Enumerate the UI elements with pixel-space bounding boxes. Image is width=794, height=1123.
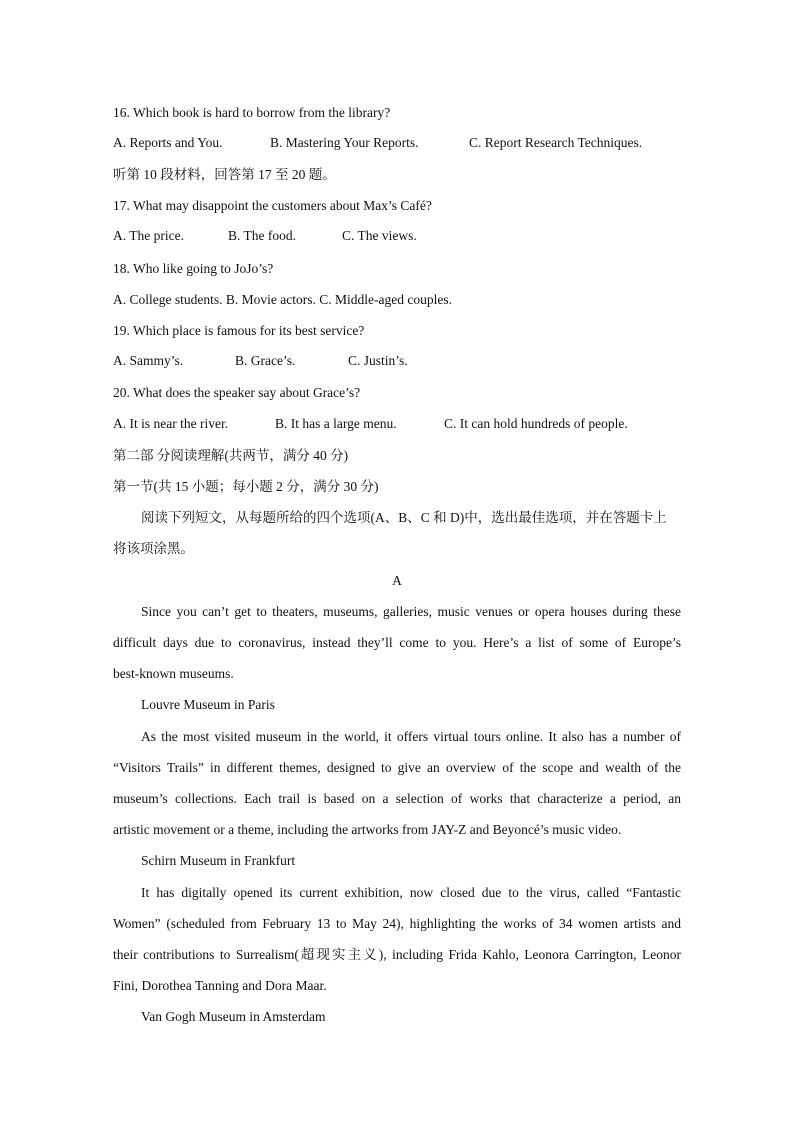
schirn-line-4: Fini, Dorothea Tanning and Dora Maar. bbox=[113, 978, 327, 993]
q17-option-a: A. The price. bbox=[113, 228, 184, 243]
q17-option-c: C. The views. bbox=[342, 228, 417, 243]
q20-option-c: C. It can hold hundreds of people. bbox=[444, 416, 628, 431]
question-20: 20. What does the speaker say about Grace’s? bbox=[113, 385, 361, 400]
louvre-line-2: “Visitors Trails” in different themes, designed to give an overview of the scope and wealth of the bbox=[113, 760, 681, 775]
louvre-line-1: As the most visited museum in the world, it offers virtual tours online. It also has a number of bbox=[141, 729, 681, 744]
q16-option-a: A. Reports and You. bbox=[113, 135, 223, 150]
intro-line-3: best-known museums. bbox=[113, 666, 234, 681]
instructions-line-1: 阅读下列短文，从每题所给的四个选项(A、B、C 和 D)中，选出最佳选项，并在答题卡上 bbox=[141, 510, 667, 525]
schirn-line-1: It has digitally opened its current exhibition, now closed due to the virus, called “Fantastic bbox=[141, 885, 681, 900]
schirn-heading: Schirn Museum in Frankfurt bbox=[141, 853, 296, 868]
section-note-10: 听第 10 段材料，回答第 17 至 20 题。 bbox=[113, 167, 336, 182]
question-16: 16. Which book is hard to borrow from the library? bbox=[113, 105, 391, 120]
intro-line-1: Since you can’t get to theaters, museums, galleries, music venues or opera houses during these bbox=[141, 604, 681, 619]
q17-option-b: B. The food. bbox=[228, 228, 296, 243]
instructions-line-2: 将该项涂黑。 bbox=[113, 541, 194, 556]
schirn-line-3: their contributions to Surrealism(超现实主义), including Frida Kahlo, Leonora Carrington, Leonor bbox=[113, 947, 681, 962]
passage-label: A bbox=[392, 573, 402, 588]
q20-option-b: B. It has a large menu. bbox=[275, 416, 397, 431]
q19-option-c: C. Justin’s. bbox=[348, 353, 408, 368]
q19-option-b: B. Grace’s. bbox=[235, 353, 296, 368]
part-title: 第二部 分阅读理解(共两节，满分 40 分) bbox=[113, 448, 349, 463]
q20-option-a: A. It is near the river. bbox=[113, 416, 229, 431]
q18-options: A. College students. B. Movie actors. C. Middle-aged couples. bbox=[113, 292, 452, 307]
question-18: 18. Who like going to JoJo’s? bbox=[113, 261, 274, 276]
question-19: 19. Which place is famous for its best service? bbox=[113, 323, 365, 338]
q19-option-a: A. Sammy’s. bbox=[113, 353, 184, 368]
louvre-line-4: artistic movement or a theme, including the artworks from JAY-Z and Beyoncé’s music video. bbox=[113, 822, 622, 837]
louvre-line-3: museum’s collections. Each trail is based on a selection of works that characterize a period, an bbox=[113, 791, 681, 806]
intro-line-2: difficult days due to coronavirus, instead they’ll come to you. Here’s a list of some of Europe’s bbox=[113, 635, 681, 650]
section-title: 第一节(共 15 小题；每小题 2 分，满分 30 分) bbox=[113, 479, 379, 494]
q16-option-c: C. Report Research Techniques. bbox=[469, 135, 643, 150]
q16-option-b: B. Mastering Your Reports. bbox=[270, 135, 419, 150]
louvre-heading: Louvre Museum in Paris bbox=[141, 697, 275, 712]
question-17: 17. What may disappoint the customers about Max’s Café? bbox=[113, 198, 432, 213]
schirn-line-2: Women” (scheduled from February 13 to May 24), highlighting the works of 34 women artists and bbox=[113, 916, 681, 931]
vangogh-heading: Van Gogh Museum in Amsterdam bbox=[141, 1009, 326, 1024]
